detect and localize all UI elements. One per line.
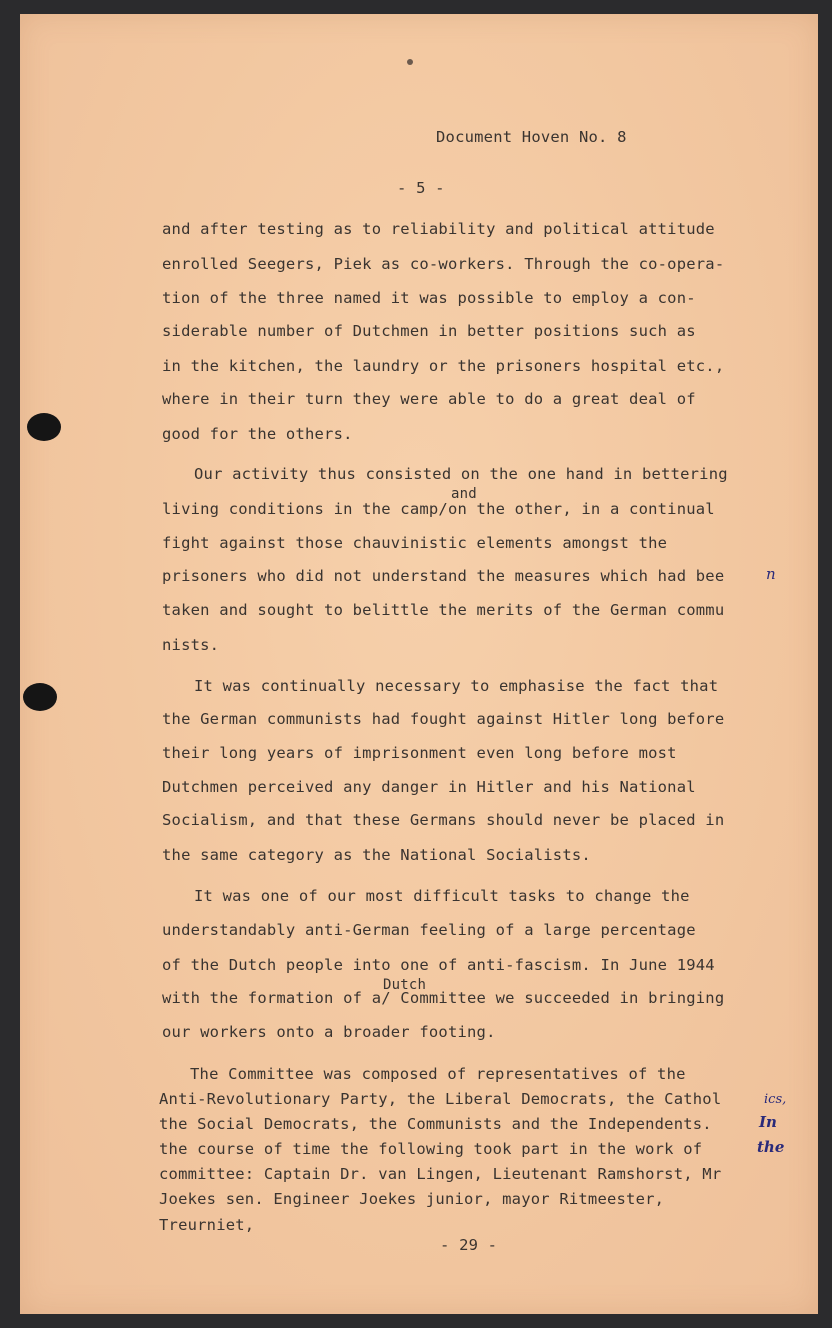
text-line: Anti-Revolutionary Party, the Liberal Democrats, the Cathol: [159, 1090, 722, 1108]
text-line: and after testing as to reliability and political attitude: [162, 220, 715, 238]
text-line: prisoners who did not understand the measures which had bee: [162, 567, 725, 585]
punch-hole-bottom: [23, 683, 57, 711]
document-reference: Document Hoven No. 8: [436, 128, 627, 146]
text-line: The Committee was composed of representatives of the: [190, 1065, 686, 1083]
text-line: Our activity thus consisted on the one hand in bettering: [194, 465, 728, 483]
handwritten-correction: n: [766, 565, 776, 583]
handwritten-correction: the: [757, 1138, 785, 1156]
paper-mark-dot: [407, 59, 413, 65]
text-line: committee: Captain Dr. van Lingen, Lieutenant Ramshorst, Mr: [159, 1165, 722, 1183]
text-line: fight against those chauvinistic elements amongst the: [162, 534, 668, 552]
text-line: enrolled Seegers, Piek as co-workers. Through the co-opera-: [162, 255, 725, 273]
text-line: where in their turn they were able to do a great deal of: [162, 390, 696, 408]
text-line: of the Dutch people into one of anti-fascism. In June 1944: [162, 956, 715, 974]
text-line: Dutchmen perceived any danger in Hitler and his National: [162, 778, 696, 796]
text-line: in the kitchen, the laundry or the prisoners hospital etc.,: [162, 357, 725, 375]
page-number-bottom: - 29 -: [440, 1236, 498, 1254]
text-line: tion of the three named it was possible to employ a con-: [162, 289, 696, 307]
text-line: the same category as the National Socialists.: [162, 846, 591, 864]
text-line: nists.: [162, 636, 220, 654]
text-line: Socialism, and that these Germans should never be placed in: [162, 811, 725, 829]
text-line: their long years of imprisonment even long before most: [162, 744, 677, 762]
text-line: the course of time the following took part in the work of: [159, 1140, 703, 1158]
text-line: siderable number of Dutchmen in better positions such as: [162, 322, 696, 340]
handwritten-correction: In: [759, 1113, 777, 1131]
text-line: with the formation of a/ Committee we succeeded in bringing: [162, 989, 725, 1007]
interlinear-insert: and: [451, 486, 477, 502]
text-line: It was continually necessary to emphasise the fact that: [194, 677, 719, 695]
text-line: the Social Democrats, the Communists and the Independents.: [159, 1115, 712, 1133]
text-line: the German communists had fought against Hitler long before: [162, 710, 725, 728]
text-line: living conditions in the camp/on the other, in a continual: [162, 500, 715, 518]
interlinear-insert: Dutch: [383, 977, 427, 993]
text-line: good for the others.: [162, 425, 353, 443]
punch-hole-top: [27, 413, 61, 441]
text-line: our workers onto a broader footing.: [162, 1023, 496, 1041]
text-line: understandably anti-German feeling of a large percentage: [162, 921, 696, 939]
text-line: taken and sought to belittle the merits of the German commu: [162, 601, 725, 619]
page-number-top: - 5 -: [397, 179, 445, 197]
text-line: Treurniet,: [159, 1216, 255, 1234]
text-line: It was one of our most difficult tasks to change the: [194, 887, 690, 905]
text-line: Joekes sen. Engineer Joekes junior, mayor Ritmeester,: [159, 1190, 665, 1208]
handwritten-correction: ics,: [764, 1092, 787, 1107]
